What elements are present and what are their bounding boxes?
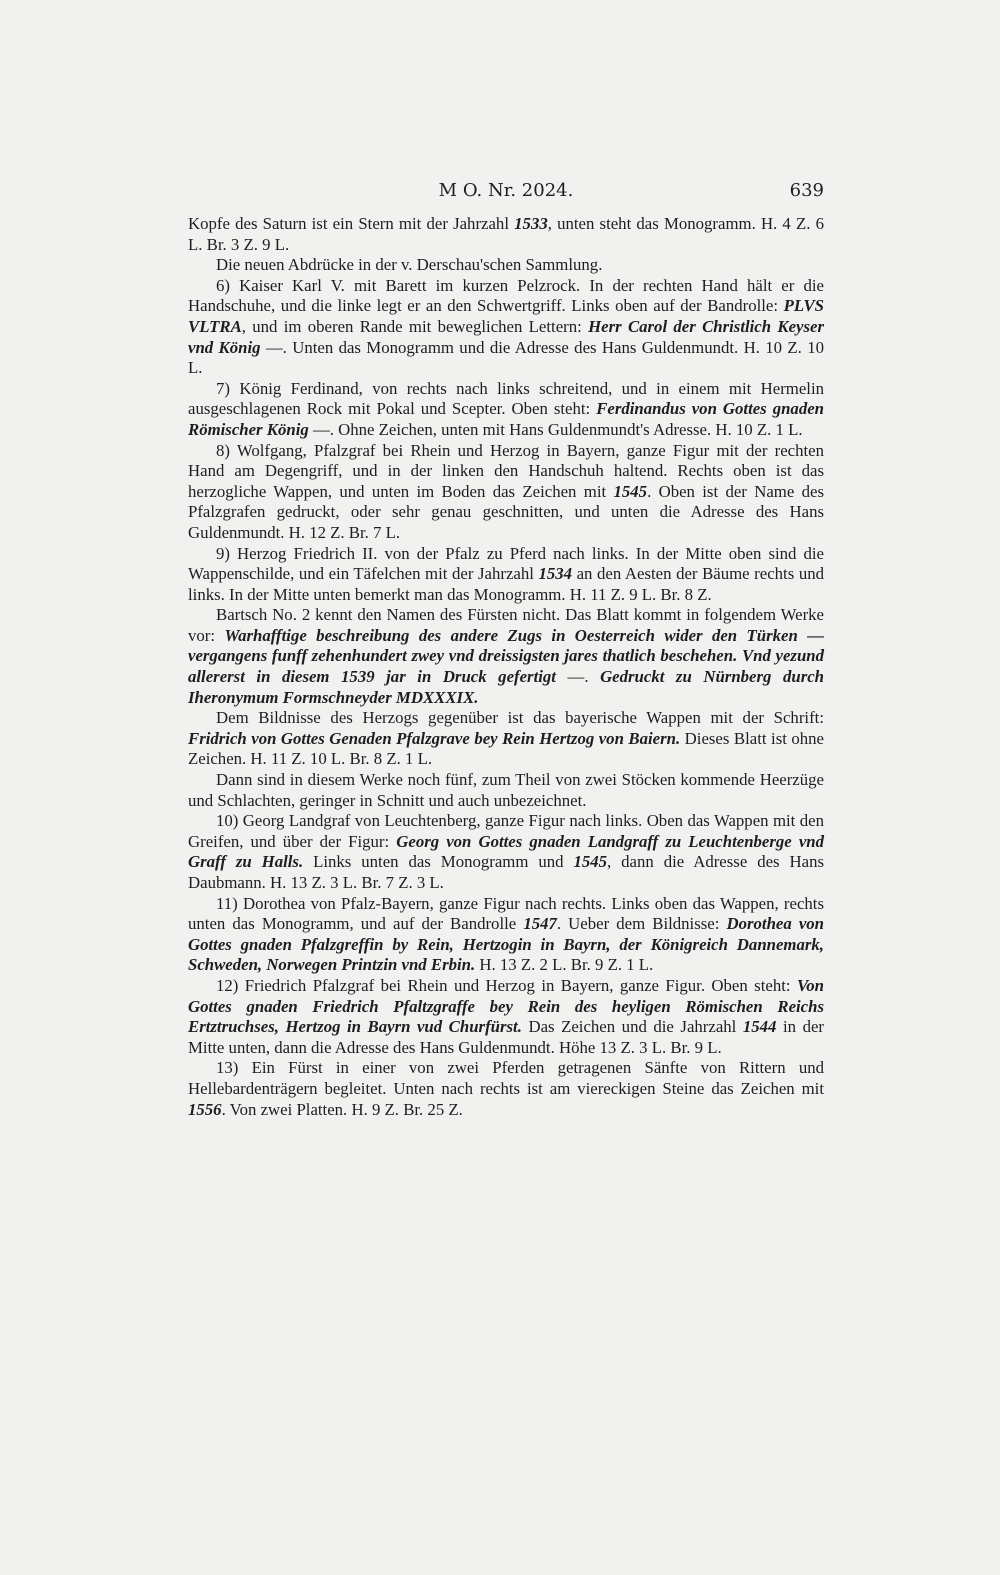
paragraph <box>188 605 824 708</box>
italic-run: Dorothea von Gottes gnaden Pfalzgreffin by Rein, Hertzogin in Bayrn, der Königreich Dannemark, Schweden, Norwegen Printzin vnd Erbin. <box>188 914 825 975</box>
paragraph <box>188 894 824 976</box>
paragraph <box>188 770 824 811</box>
text-run: 13) Ein Fürst in einer von zwei Pferden getragenen Sänfte von Rittern und Hellebardenträgern begleitet. Unten nach rechts ist am viereckigen Steine das Zeichen mit <box>188 1058 824 1098</box>
paragraph <box>188 811 824 893</box>
italic-run: Warhafftige beschreibung des andere Zugs in Oesterreich wider den Türken — vergangens funff zehenhundert zwey vnd dreissigsten jares thatlich beschehen. Vnd yezund allererst in diesem 1539 jar in Druck gefertigt <box>188 625 824 687</box>
italic-run: 1545 <box>613 481 648 501</box>
text-run: in der Mitte unten, dann die Adresse des Hans Guldenmundt. Höhe 13 Z. 3 L. Br. 9 L. <box>188 1017 824 1057</box>
italic-run: 1544 <box>742 1017 777 1037</box>
text-run: Die neuen Abdrücke in der v. Derschau'schen Sammlung. <box>216 255 603 275</box>
italic-run: 1534 <box>538 564 573 584</box>
text-run: . Oben ist der Name des Pfalzgrafen gedruckt, oder sehr genau geschnitten, und unten die Adresse des Hans Guldenmundt. H. 12 Z. Br. 7 L. <box>188 481 824 542</box>
italic-run: PLVS VLTRA <box>188 296 824 336</box>
text-run: H. 13 Z. 2 L. Br. 9 Z. 1 L. <box>475 955 654 975</box>
paragraph <box>188 441 824 544</box>
italic-run: Ferdinandus von Gottes gnaden Römischer König <box>188 399 824 439</box>
italic-run: Herr Carol der Christlich Keyser vnd König <box>188 316 824 357</box>
text-run: , dann die Adresse des Hans Daubmann. H. 13 Z. 3 L. Br. 7 Z. 3 L. <box>188 852 824 892</box>
italic-run: Fridrich von Gottes Genaden Pfalzgrave bey Rein Hertzog von Baiern. <box>188 728 681 748</box>
italic-run: 1545 <box>573 852 608 872</box>
text-run: 6) Kaiser Karl V. mit Barett im kurzen Pelzrock. In der rechten Hand hält er die Handschuhe, und die linke legt er an den Schwertgriff. Links oben auf der Bandrolle: <box>188 275 824 316</box>
italic-run: Gedruckt zu Nürnberg durch Iheronymum Formschneyder MDXXXIX. <box>188 667 825 707</box>
paragraph <box>188 214 824 255</box>
text-run: Bartsch No. 2 kennt den Namen des Fürsten nicht. Das Blatt kommt in folgendem Werke vor: <box>188 605 824 645</box>
text-run: . Ueber dem Bildnisse: <box>556 914 727 934</box>
text-run: 10) Georg Landgraf von Leuchtenberg, ganze Figur nach links. Oben das Wappen mit den Greifen, und über der Figur: <box>188 811 824 851</box>
text-run: —. <box>555 667 601 687</box>
text-run: —. Ohne Zeichen, unten mit Hans Guldenmundt's Adresse. H. 10 Z. 1 L. <box>308 419 803 439</box>
text-run: 11) Dorothea von Pfalz-Bayern, ganze Figur nach rechts. Links oben das Wappen, rechts unten das Monogramm, und auf der Bandrolle <box>188 893 824 934</box>
paragraph <box>188 976 824 1058</box>
text-run: Kopfe des Saturn ist ein Stern mit der Jahrzahl <box>188 214 515 233</box>
text-run: —. Unten das Monogramm und die Adresse des Hans Guldenmundt. H. 10 Z. 10 L. <box>188 337 825 378</box>
paragraph <box>188 1058 824 1120</box>
text-run: an den Aesten der Bäume rechts und links. In der Mitte unten bemerkt man das Monogramm. H. 11 Z. 9 L. Br. 8 Z. <box>188 564 824 604</box>
text-run: 7) König Ferdinand, von rechts nach links schreitend, und in einem mit Hermelin ausgeschlagenen Rock mit Pokal und Scepter. Oben steht: <box>188 378 824 419</box>
text-run: , und im oberen Rande mit beweglichen Lettern: <box>241 316 589 336</box>
text-run: Dann sind in diesem Werke noch fünf, zum Theil von zwei Stöcken kommende Heerzüge und Schlachten, geringer in Schnitt und auch unbezeichnet. <box>188 770 824 810</box>
text-run: Dieses Blatt ist ohne Zeichen. H. 11 Z. 10 L. Br. 8 Z. 1 L. <box>188 728 825 769</box>
text-run: 9) Herzog Friedrich II. von der Pfalz zu Pferd nach links. In der Mitte oben sind die Wappenschilde, und ein Täfelchen mit der Jahrzahl <box>188 543 824 584</box>
text-run: Links unten das Monogramm und <box>303 852 574 872</box>
text-run: , unten steht das Monogramm. H. 4 Z. 6 L. Br. 3 Z. 9 L. <box>188 214 824 254</box>
text-run: Dem Bildnisse des Herzogs gegenüber ist das bayerische Wappen mit der Schrift: <box>216 708 824 728</box>
text-run: . Von zwei Platten. H. 9 Z. Br. 25 Z. <box>221 1099 463 1119</box>
paragraph <box>188 708 824 770</box>
text-run: Das Zeichen und die Jahrzahl <box>521 1017 743 1037</box>
italic-run: Georg von Gottes gnaden Landgraff zu Leuchtenberge vnd Graff zu Halls. <box>188 831 824 872</box>
italic-run: Von Gottes gnaden Friedrich Pfaltzgraffe bey Rein des heyligen Römischen Reichs Ertztruchses, Hertzog in Bayrn vud Churfürst. <box>188 975 824 1037</box>
italic-run: 1533 <box>514 214 548 233</box>
paragraph <box>188 379 824 441</box>
paragraph <box>188 255 824 276</box>
italic-run: 1547 <box>523 914 557 934</box>
text-run: 8) Wolfgang, Pfalzgraf bei Rhein und Herzog in Bayern, ganze Figur mit der rechten Hand am Degengriff, und in der linken den Handschuh haltend. Rechts oben ist das herzogliche Wappen, und unten im Boden das Zeichen mit <box>188 440 824 501</box>
page-number: 639 <box>789 180 824 201</box>
paragraph <box>188 544 824 606</box>
paragraph <box>188 276 824 379</box>
page-header <box>188 180 824 204</box>
body-text <box>188 214 824 1120</box>
running-title: M O. Nr. 2024. <box>438 180 574 201</box>
text-run: 12) Friedrich Pfalzgraf bei Rhein und Herzog in Bayern, ganze Figur. Oben steht: <box>216 975 797 995</box>
italic-run: 1556 <box>188 1099 222 1119</box>
